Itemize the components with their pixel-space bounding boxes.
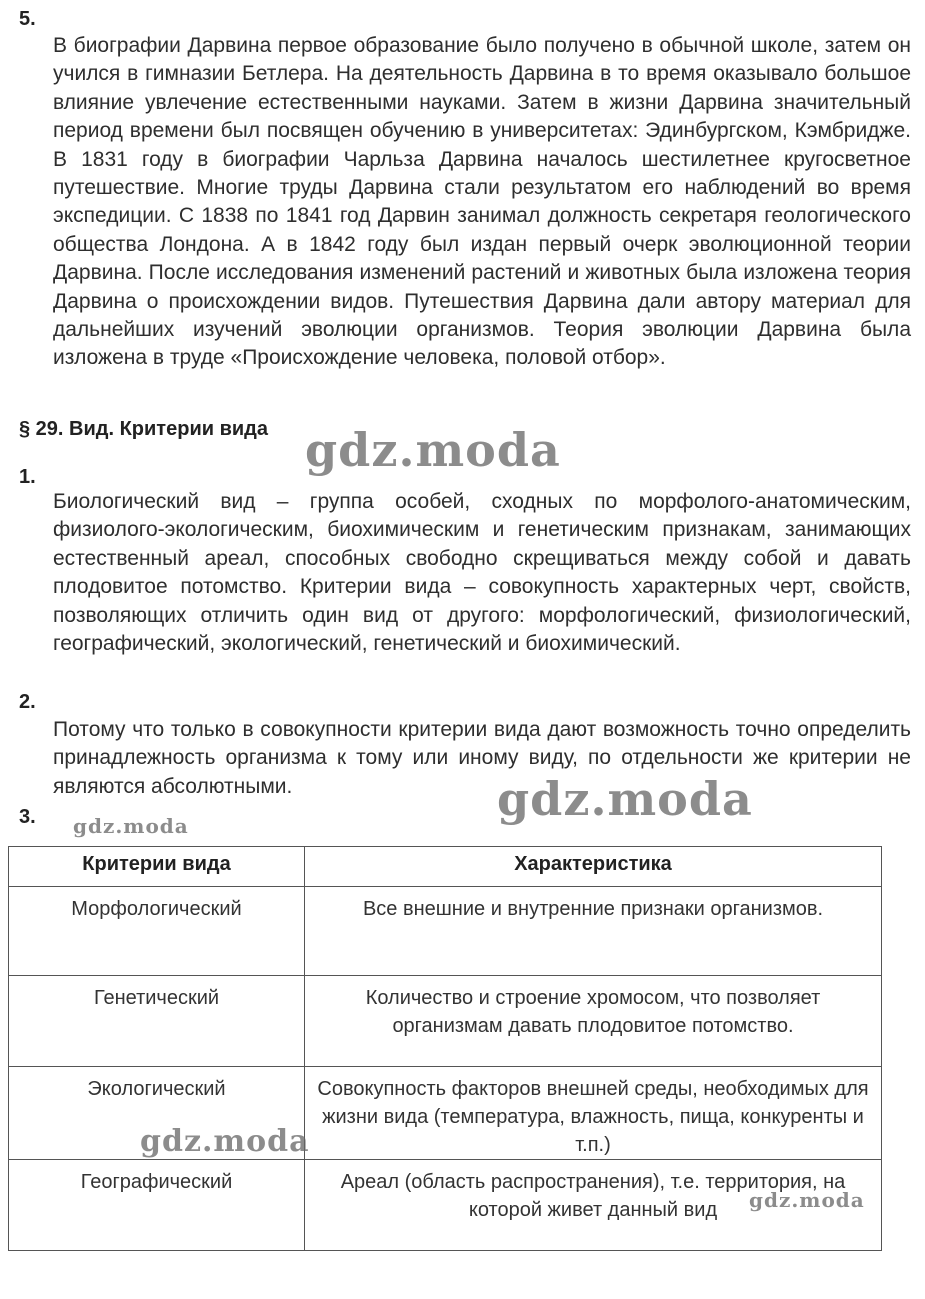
criterion-cell: Географический — [9, 1160, 305, 1251]
description-cell: Совокупность факторов внешней среды, необходимых для жизни вида (температура, влажность, пища, конкуренты и т.п.) — [305, 1067, 882, 1160]
watermark: gdz.moda — [497, 772, 753, 826]
watermark: gdz.moda — [140, 1124, 310, 1159]
table-row — [9, 976, 882, 1067]
section-title: § 29. Вид. Критерии вида — [19, 418, 268, 440]
watermark: gdz.moda — [749, 1188, 865, 1212]
description-cell: Количество и строение хромосом, что позволяет организмам давать плодовитое потомство. — [305, 976, 882, 1067]
task-5-answer: В биографии Дарвина первое образование было получено в обычной школе, затем он учился в гимназии Бетлера. На деятельность Дарвина в то время оказывало большое влияние увлечение естественными науками. Затем в жизни Дарвина значительный период времени был посвящен обучению в университетах: Эдинбургском, Кэмбридже. В 1831 году в биографии Чарльза Дарвина началось шестилетнее кругосветное путешествие. Многие труды Дарвина стали результатом его наблюдений во время экспедиции. С 1838 по 1841 год Дарвин занимал должность секретаря геологического общества Лондона. А в 1842 году был издан первый очерк эволюционной теории Дарвина. После исследования изменений растений и животных была изложена теория Дарвина о происхождении видов. Путешествия Дарвина дали автору материал для дальнейших изучений эволюции организмов. Теория эволюции Дарвина была изложена в труде «Происхождение человека, половой отбор». — [53, 34, 911, 370]
watermark: gdz.moda — [305, 423, 561, 477]
criterion-cell: Экологический — [9, 1067, 305, 1160]
watermark: gdz.moda — [73, 814, 189, 838]
description-cell: Ареал (область распространения), т.е. территория, на которой живет данный вид — [305, 1160, 882, 1251]
task-2-answer: Потому что только в совокупности критерии вида дают возможность точно определить принадлежность организма к тому или иному виду, по отдельности же критерии не являются абсолютными. — [53, 718, 911, 798]
header-description: Характеристика — [305, 847, 882, 887]
table-row — [9, 887, 882, 976]
table-header-row — [9, 847, 882, 887]
task-2-number: 2. — [19, 691, 36, 713]
task-5-number: 5. — [19, 8, 36, 30]
description-cell: Все внешние и внутренние признаки организмов. — [305, 887, 882, 976]
criterion-cell: Морфологический — [9, 887, 305, 976]
header-criterion: Критерии вида — [9, 847, 305, 887]
task-1-answer: Биологический вид – группа особей, сходных по морфолого-анатомическим, физиолого-экологическим, биохимическим и генетическим признакам, занимающих естественный ареал, способных свободно скрещиваться между собой и давать плодовитое потомство. Критерии вида – совокупность характерных черт, свойств, позволяющих отличить один вид от другого: морфологический, физиологический, географический, экологический, генетический и биохимический. — [53, 490, 911, 656]
task-1-number: 1. — [19, 466, 36, 488]
criterion-cell: Генетический — [9, 976, 305, 1067]
task-3-number: 3. — [19, 806, 36, 828]
